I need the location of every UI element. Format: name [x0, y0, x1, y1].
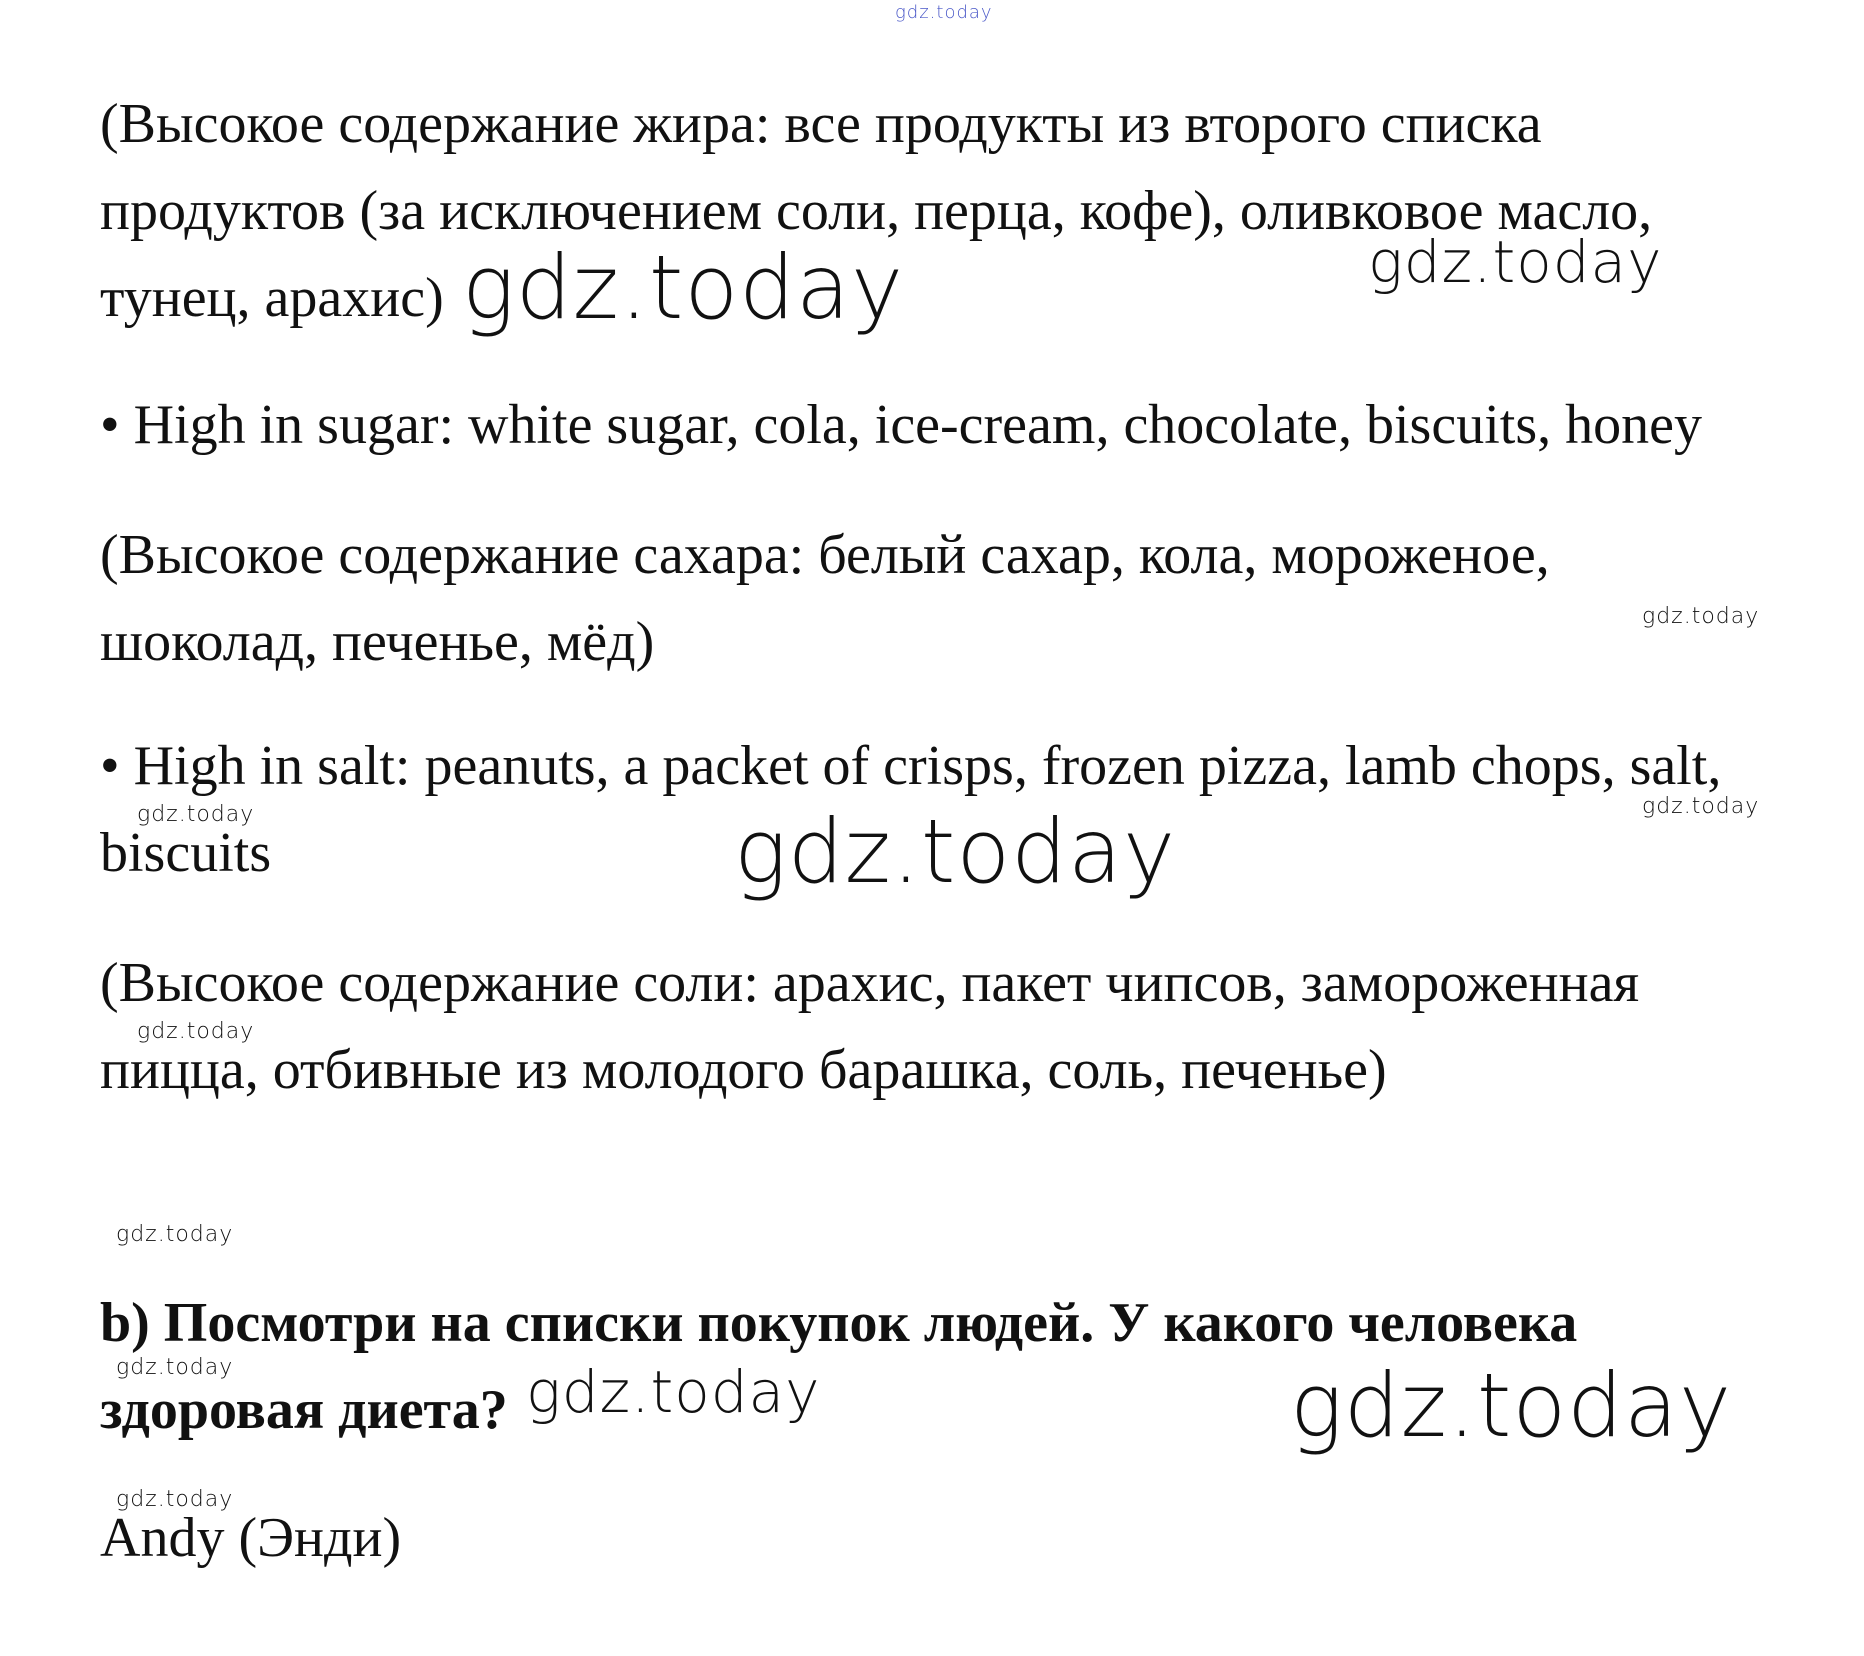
- question-line-2: здоровая диета?: [100, 1379, 508, 1441]
- salt-translation-line-2: пицца, отбивные из молодого барашка, соль, печенье): [100, 1039, 1387, 1101]
- question-line-1: b) Посмотри на списки покупок людей. У какого человека: [100, 1292, 1578, 1354]
- watermark-small: gdz.today: [1642, 794, 1760, 819]
- watermark-large: gdz.today: [462, 236, 905, 339]
- answer-text: Andy (Энди): [100, 1507, 402, 1569]
- watermark-medium: gdz.today: [1368, 228, 1663, 296]
- watermark-small: gdz.today: [116, 1355, 234, 1380]
- watermark-small: gdz.today: [116, 1487, 234, 1512]
- watermark-top: gdz.today: [895, 2, 993, 23]
- sugar-list-en: • High in sugar: white sugar, cola, ice-cream, chocolate, biscuits, honey: [100, 394, 1702, 456]
- sugar-translation-line-1: (Высокое содержание сахара: белый сахар, кола, мороженое,: [100, 524, 1550, 586]
- fat-translation-line-3: тунец, арахис): [100, 267, 444, 329]
- salt-translation-line-1: (Высокое содержание соли: арахис, пакет чипсов, замороженная: [100, 952, 1640, 1014]
- watermark-large: gdz.today: [734, 800, 1177, 903]
- watermark-large: gdz.today: [1290, 1354, 1733, 1457]
- watermark-small: gdz.today: [137, 802, 255, 827]
- watermark-small: gdz.today: [1642, 604, 1760, 629]
- fat-translation-line-2: продуктов (за исключением соли, перца, кофе), оливковое масло,: [100, 180, 1653, 242]
- watermark-small: gdz.today: [116, 1222, 234, 1247]
- fat-translation-line-1: (Высокое содержание жира: все продукты из второго списка: [100, 93, 1542, 155]
- watermark-small: gdz.today: [137, 1019, 255, 1044]
- sugar-translation-line-2: шоколад, печенье, мёд): [100, 611, 655, 673]
- watermark-medium: gdz.today: [526, 1358, 821, 1426]
- salt-list-en-line-2: biscuits: [100, 822, 272, 884]
- salt-list-en-line-1: • High in salt: peanuts, a packet of crisps, frozen pizza, lamb chops, salt,: [100, 735, 1722, 797]
